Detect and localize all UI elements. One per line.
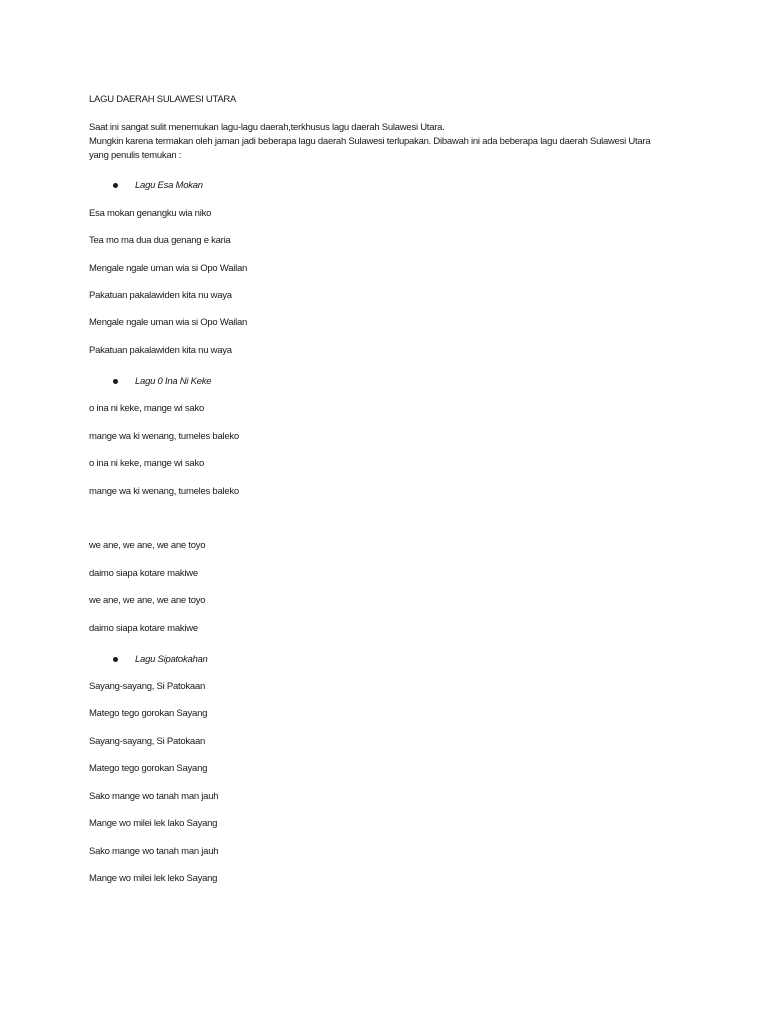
bullet-icon [113, 379, 118, 384]
lyric-line: Sayang-sayang, Si Patokaan [89, 681, 206, 692]
bullet-icon [113, 657, 118, 662]
lyric-line: we ane, we ane, we ane toyo [89, 540, 206, 551]
bullet-icon [113, 183, 118, 188]
lyric-line: daimo siapa kotare makiwe [89, 568, 198, 579]
lyric-line: Matego tego gorokan Sayang [89, 763, 208, 774]
song-heading: Lagu 0 Ina Ni Keke [135, 376, 212, 387]
lyric-line: Sako mange wo tanah man jauh [89, 791, 219, 802]
lyric-line: mange wa ki wenang, tumeles baleko [89, 431, 239, 442]
lyric-line: Esa mokan genangku wia niko [89, 208, 212, 219]
song-heading: Lagu Sipatokahan [135, 654, 208, 665]
intro-line: yang penulis temukan : [89, 150, 182, 161]
lyric-line: o ina ni keke, mange wi sako [89, 403, 204, 414]
lyric-line: Mange wo milei lek lako Sayang [89, 818, 218, 829]
lyric-line: Sako mange wo tanah man jauh [89, 846, 219, 857]
lyric-line: daimo siapa kotare makiwe [89, 623, 198, 634]
lyric-line: Mange wo milei lek leko Sayang [89, 873, 218, 884]
lyric-line: we ane, we ane, we ane toyo [89, 595, 206, 606]
document-title: LAGU DAERAH SULAWESI UTARA [89, 94, 237, 105]
intro-line: Saat ini sangat sulit menemukan lagu-lagu daerah,terkhusus lagu daerah Sulawesi Utara. [89, 122, 445, 133]
lyric-line: Pakatuan pakalawiden kita nu waya [89, 345, 232, 356]
lyric-line: mange wa ki wenang, tumeles baleko [89, 486, 239, 497]
lyric-line: Sayang-sayang, Si Patokaan [89, 736, 206, 747]
lyric-line: Matego tego gorokan Sayang [89, 708, 208, 719]
lyric-line: Mengale ngale uman wia si Opo Wailan [89, 317, 248, 328]
song-heading: Lagu Esa Mokan [135, 180, 203, 191]
lyric-line: o ina ni keke, mange wi sako [89, 458, 204, 469]
intro-line: Mungkin karena termakan oleh jaman jadi beberapa lagu daerah Sulawesi terlupakan. Dibawah ini ada beberapa lagu daerah Sulawesi Utara [89, 136, 651, 147]
lyric-line: Tea mo ma dua dua genang e karia [89, 235, 231, 246]
lyric-line: Pakatuan pakalawiden kita nu waya [89, 290, 232, 301]
lyric-line: Mengale ngale uman wia si Opo Wailan [89, 263, 248, 274]
